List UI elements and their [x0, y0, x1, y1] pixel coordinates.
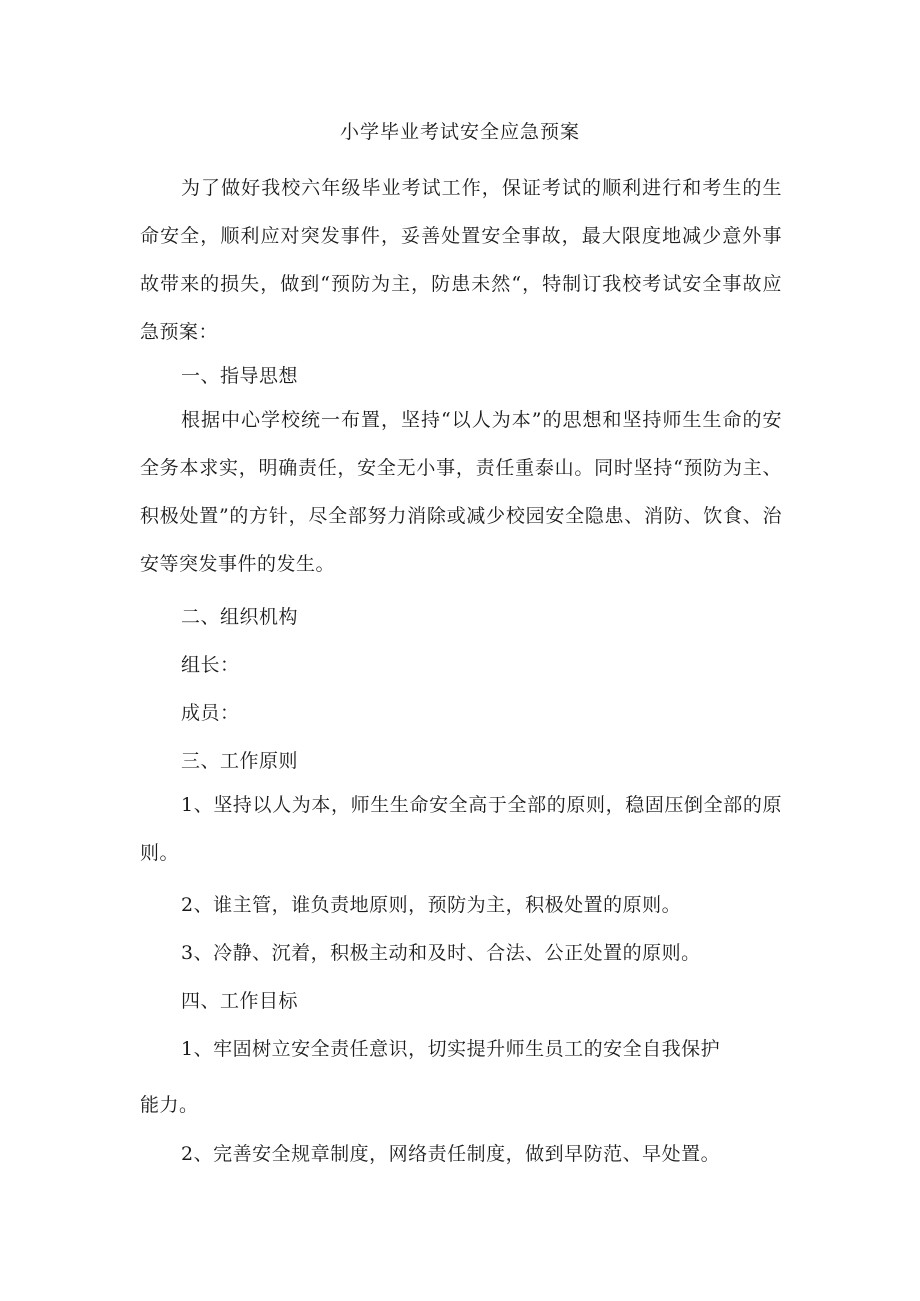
intro-paragraph: 为了做好我校六年级毕业考试工作，保证考试的顺利进行和考生的生命安全，顺利应对突发事件，妥善处置安全事故，最大限度地减少意外事故带来的损失，做到“预防为主，防患未然“，特制订我校考试安全事故应急预案：: [140, 177, 782, 343]
document-title: 小学毕业考试安全应急预案: [339, 121, 580, 143]
guiding-ideology-paragraph: 根据中心学校统一布置，坚持“以人为本”的思想和坚持师生生命的安全务本求实，明确责任，安全无小事，责任重泰山。同时坚持“预防为主、积极处置”的方针，尽全部努力消除或减少校园安全隐患、消防、饮食、治安等突发事件的发生。: [140, 409, 782, 575]
section-heading-work-principles: 三、工作原则: [181, 750, 299, 772]
leader-line: 组长：: [181, 654, 240, 676]
goal-item-2: 2、完善安全规章制度，网络责任制度，做到早防范、早处置。: [181, 1143, 721, 1165]
members-line: 成员：: [181, 702, 240, 724]
principle-item-3: 3、冷静、沉着，积极主动和及时、合法、公正处置的原则。: [181, 942, 701, 964]
section-heading-guiding-ideology: 一、指导思想: [181, 365, 299, 387]
goal-item-1-line-1: 1、牢固树立安全责任意识，切实提升师生员工的安全自我保护: [181, 1038, 721, 1060]
section-heading-work-goals: 四、工作目标: [181, 990, 299, 1012]
section-heading-organization: 二、组织机构: [181, 606, 299, 628]
goal-item-1-line-2: 能力。: [140, 1094, 199, 1116]
principle-item-1: 1、坚持以人为本，师生生命安全高于全部的原则，稳固压倒全部的原则。: [140, 794, 782, 864]
principle-item-2: 2、谁主管，谁负责地原则，预防为主，积极处置的原则。: [181, 894, 682, 916]
